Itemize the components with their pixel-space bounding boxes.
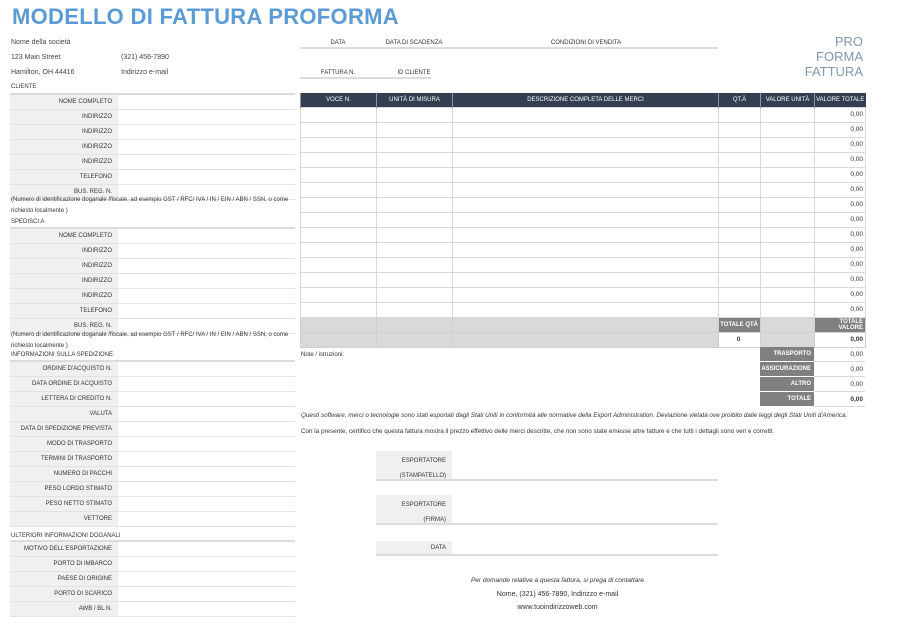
field-label: PESO LORDO STIMATO bbox=[10, 482, 118, 496]
form-row bbox=[10, 259, 295, 274]
cell[interactable] bbox=[719, 137, 761, 152]
cliente-form bbox=[10, 93, 295, 200]
field-input[interactable] bbox=[118, 110, 295, 124]
field-label: INDIRIZZO bbox=[10, 110, 118, 124]
cell[interactable] bbox=[761, 182, 815, 197]
form-row bbox=[10, 125, 295, 140]
cell[interactable] bbox=[453, 212, 719, 227]
header-divider-2 bbox=[300, 77, 431, 79]
col-valore-totale: VALORE TOTALE bbox=[815, 93, 866, 107]
field-label: VALUTA bbox=[10, 407, 118, 421]
total-value-label: TOTALE VALORE bbox=[815, 317, 866, 332]
certification-text: Con la presente, certifico che questa fattura mostra il prezzo effettivo delle merci descritte, che non sono state emesse altre fatture e che tutti i dettagli sono veri e corretti. bbox=[301, 428, 775, 435]
totals-row bbox=[301, 332, 866, 347]
field-label: PAESE DI ORIGINE bbox=[10, 572, 118, 586]
field-label: AWB / BL N. bbox=[10, 602, 118, 616]
page-title: MODELLO DI FATTURA PROFORMA bbox=[12, 4, 399, 29]
cell[interactable] bbox=[453, 197, 719, 212]
field-label: NUMERO DI PACCHI bbox=[10, 467, 118, 481]
insurance-value[interactable]: 0,00 bbox=[814, 362, 865, 377]
summary-panel bbox=[760, 347, 865, 407]
cell[interactable] bbox=[301, 107, 377, 122]
row-total: 0,00 bbox=[815, 242, 866, 257]
header-divider bbox=[300, 47, 718, 49]
field-input[interactable] bbox=[118, 155, 295, 169]
signature-label: (FIRMA) bbox=[423, 517, 446, 523]
cell[interactable] bbox=[719, 197, 761, 212]
cell[interactable] bbox=[377, 182, 453, 197]
field-input[interactable] bbox=[118, 557, 295, 571]
exporter-signature-field[interactable] bbox=[376, 495, 718, 525]
total-qty-label: TOTALE QTÀ bbox=[719, 317, 761, 332]
row-total: 0,00 bbox=[815, 137, 866, 152]
field-input[interactable] bbox=[118, 512, 295, 526]
field-input[interactable] bbox=[118, 392, 295, 406]
footer-contact-intro: Per domande relative a questa fattura, si prega di contattare bbox=[470, 577, 645, 584]
spedisci-heading: SPEDISCI A bbox=[11, 219, 45, 225]
cell[interactable] bbox=[301, 137, 377, 152]
form-row bbox=[10, 512, 295, 527]
company-city[interactable]: Hamilton, OH 44416 bbox=[11, 69, 75, 76]
date-field[interactable] bbox=[376, 541, 718, 556]
field-label: VETTORE bbox=[10, 512, 118, 526]
cell[interactable] bbox=[761, 287, 815, 302]
form-row bbox=[10, 602, 295, 617]
field-label: INDIRIZZO bbox=[10, 155, 118, 169]
cell[interactable] bbox=[301, 197, 377, 212]
form-row bbox=[10, 422, 295, 437]
table-row bbox=[301, 212, 866, 227]
sig-date-label: DATA bbox=[376, 541, 452, 554]
field-input[interactable] bbox=[118, 95, 295, 109]
row-total: 0,00 bbox=[815, 122, 866, 137]
form-row bbox=[10, 497, 295, 512]
form-row bbox=[10, 467, 295, 482]
cell[interactable] bbox=[377, 302, 453, 317]
cell[interactable] bbox=[301, 242, 377, 257]
col-valore-unita: VALORE UNITÀ bbox=[761, 93, 815, 107]
row-total: 0,00 bbox=[815, 107, 866, 122]
field-input[interactable] bbox=[118, 377, 295, 391]
cell[interactable] bbox=[377, 137, 453, 152]
form-row bbox=[10, 304, 295, 319]
cell[interactable] bbox=[301, 152, 377, 167]
company-street[interactable]: 123 Main Street bbox=[11, 54, 61, 61]
cell[interactable] bbox=[453, 227, 719, 242]
row-total: 0,00 bbox=[815, 287, 866, 302]
cell[interactable] bbox=[761, 302, 815, 317]
other-label: ALTRO bbox=[760, 377, 814, 392]
cell[interactable] bbox=[377, 152, 453, 167]
company-name[interactable]: Nome della società bbox=[11, 39, 71, 46]
cell[interactable] bbox=[761, 257, 815, 272]
form-row bbox=[10, 572, 295, 587]
table-row bbox=[301, 257, 866, 272]
field-label: PORTO DI SCARICO bbox=[10, 587, 118, 601]
exporter-label-2: ESPORTATORE bbox=[401, 502, 446, 508]
other-value[interactable]: 0,00 bbox=[814, 377, 865, 392]
field-input[interactable] bbox=[118, 542, 295, 556]
totals-label-row bbox=[301, 317, 866, 332]
cell[interactable] bbox=[453, 137, 719, 152]
cell[interactable] bbox=[377, 122, 453, 137]
table-row bbox=[301, 107, 866, 122]
cell[interactable] bbox=[377, 197, 453, 212]
cell[interactable] bbox=[377, 242, 453, 257]
spedizione-form bbox=[10, 360, 295, 527]
cell[interactable] bbox=[301, 182, 377, 197]
footer-contact: Nome, (321) 456-7890, Indirizzo e-mail bbox=[496, 591, 619, 598]
form-row bbox=[10, 452, 295, 467]
invoice-number-label: FATTURA N. bbox=[320, 70, 356, 76]
field-input[interactable] bbox=[118, 140, 295, 154]
table-row bbox=[301, 287, 866, 302]
cell[interactable] bbox=[719, 122, 761, 137]
cell[interactable] bbox=[719, 272, 761, 287]
export-disclaimer: Questi software, merci o tecnologie sono stati esportati dagli Stati Uniti in conformità alle normative della Export Administration. Deviazione vietata ove proibito dalle leggi degli Stati Uniti d'America. bbox=[301, 412, 848, 419]
cell[interactable] bbox=[377, 272, 453, 287]
cell[interactable] bbox=[301, 272, 377, 287]
cell[interactable] bbox=[453, 167, 719, 182]
pro-label: PRO bbox=[834, 34, 863, 49]
company-email[interactable]: Indirizzo e-mail bbox=[121, 69, 169, 76]
field-input[interactable] bbox=[118, 602, 295, 616]
grand-total-value: 0,00 bbox=[814, 392, 865, 407]
table-row bbox=[301, 227, 866, 242]
exporter-label: ESPORTATORE bbox=[401, 458, 446, 464]
field-label: LETTERA DI CREDITO N. bbox=[10, 392, 118, 406]
cell[interactable] bbox=[719, 107, 761, 122]
cell[interactable] bbox=[301, 287, 377, 302]
field-input[interactable] bbox=[118, 259, 295, 273]
field-input[interactable] bbox=[118, 422, 295, 436]
cell[interactable] bbox=[719, 167, 761, 182]
cell[interactable] bbox=[377, 287, 453, 302]
cell[interactable] bbox=[761, 212, 815, 227]
cell[interactable] bbox=[719, 182, 761, 197]
cell[interactable] bbox=[377, 227, 453, 242]
field-label: NOME COMPLETO bbox=[10, 229, 118, 243]
field-label: DATA DI SPEDIZIONE PREVISTA bbox=[10, 422, 118, 436]
forma-label: FORMA bbox=[816, 49, 863, 64]
cell[interactable] bbox=[453, 242, 719, 257]
cell[interactable] bbox=[719, 227, 761, 242]
row-total: 0,00 bbox=[815, 212, 866, 227]
table-row bbox=[301, 122, 866, 137]
table-row bbox=[301, 137, 866, 152]
row-total: 0,00 bbox=[815, 197, 866, 212]
cell[interactable] bbox=[761, 242, 815, 257]
form-row bbox=[10, 140, 295, 155]
date-label: DATA bbox=[330, 40, 346, 46]
print-label: (STAMPATELLO) bbox=[399, 473, 446, 479]
field-input[interactable] bbox=[118, 587, 295, 601]
cell[interactable] bbox=[301, 257, 377, 272]
form-row bbox=[10, 95, 295, 110]
shipping-label: TRASPORTO bbox=[760, 347, 814, 362]
doganali-heading: ULTERIORI INFORMAZIONI DOGANALI bbox=[11, 533, 121, 539]
cell[interactable] bbox=[761, 122, 815, 137]
cell[interactable] bbox=[719, 257, 761, 272]
field-label: BUS. REG. N. bbox=[10, 185, 118, 199]
field-input[interactable] bbox=[118, 497, 295, 511]
field-label: TERMINI DI TRASPORTO bbox=[10, 452, 118, 466]
field-input[interactable] bbox=[118, 467, 295, 481]
col-voce: VOCE N. bbox=[301, 93, 377, 107]
form-row bbox=[10, 587, 295, 602]
form-row bbox=[10, 289, 295, 304]
field-input[interactable] bbox=[118, 274, 295, 288]
company-phone[interactable]: (321) 456-7890 bbox=[121, 54, 169, 61]
field-label: BUS. REG. N. bbox=[10, 319, 118, 333]
cell[interactable] bbox=[377, 167, 453, 182]
col-qta: QT.À bbox=[719, 93, 761, 107]
cell[interactable] bbox=[453, 257, 719, 272]
form-row bbox=[10, 229, 295, 244]
field-input[interactable] bbox=[118, 407, 295, 421]
cell[interactable] bbox=[719, 302, 761, 317]
row-total: 0,00 bbox=[815, 182, 866, 197]
field-input[interactable] bbox=[118, 304, 295, 318]
cell[interactable] bbox=[761, 227, 815, 242]
notes-label: Note / istruzioni: bbox=[301, 352, 345, 358]
field-input[interactable] bbox=[118, 452, 295, 466]
cell[interactable] bbox=[453, 182, 719, 197]
field-input[interactable] bbox=[118, 437, 295, 451]
cell[interactable] bbox=[761, 272, 815, 287]
row-total: 0,00 bbox=[815, 257, 866, 272]
form-row bbox=[10, 377, 295, 392]
field-label: INDIRIZZO bbox=[10, 289, 118, 303]
cell[interactable] bbox=[761, 197, 815, 212]
cell[interactable] bbox=[453, 152, 719, 167]
cell[interactable] bbox=[719, 242, 761, 257]
field-label: DATA ORDINE DI ACQUISTO bbox=[10, 377, 118, 391]
table-row bbox=[301, 272, 866, 287]
insurance-label: ASSICURAZIONE bbox=[760, 362, 814, 377]
due-date-label: DATA DI SCADENZA bbox=[385, 40, 443, 46]
grand-total-label: TOTALE bbox=[760, 392, 814, 407]
field-label: INDIRIZZO bbox=[10, 140, 118, 154]
items-table bbox=[300, 93, 866, 348]
cell[interactable] bbox=[301, 212, 377, 227]
col-unita: UNITÀ DI MISURA bbox=[377, 93, 453, 107]
form-row bbox=[10, 155, 295, 170]
field-input[interactable] bbox=[118, 170, 295, 184]
terms-label: CONDIZIONI DI VENDITA bbox=[550, 40, 622, 46]
cliente-heading: CLIENTE bbox=[11, 84, 37, 90]
cell[interactable] bbox=[719, 152, 761, 167]
cell[interactable] bbox=[301, 122, 377, 137]
exporter-print-field[interactable] bbox=[376, 451, 718, 481]
table-row bbox=[301, 302, 866, 317]
row-total: 0,00 bbox=[815, 227, 866, 242]
cell[interactable] bbox=[377, 107, 453, 122]
spedisci-note: (Numero di identificazione doganale /fiscale, ad esempio GST / RFC/ IVA / IN / EIN / ABN / SSN, o come richiesto localmente ) bbox=[11, 332, 289, 349]
row-total: 0,00 bbox=[815, 152, 866, 167]
form-row bbox=[10, 274, 295, 289]
cell[interactable] bbox=[761, 137, 815, 152]
col-descrizione: DESCRIZIONE COMPLETA DELLE MERCI bbox=[453, 93, 719, 107]
cell[interactable] bbox=[377, 212, 453, 227]
client-id-label: ID CLIENTE bbox=[397, 70, 431, 76]
field-input[interactable] bbox=[118, 572, 295, 586]
field-label: PESO NETTO STIMATO bbox=[10, 497, 118, 511]
total-qty: 0 bbox=[719, 332, 761, 347]
field-input[interactable] bbox=[118, 362, 295, 376]
table-row bbox=[301, 182, 866, 197]
cell[interactable] bbox=[761, 107, 815, 122]
form-row bbox=[10, 392, 295, 407]
field-label: TELEFONO bbox=[10, 170, 118, 184]
cell[interactable] bbox=[453, 272, 719, 287]
row-total: 0,00 bbox=[815, 272, 866, 287]
field-label: INDIRIZZO bbox=[10, 244, 118, 258]
cell[interactable] bbox=[719, 287, 761, 302]
form-row bbox=[10, 362, 295, 377]
form-row bbox=[10, 244, 295, 259]
field-input[interactable] bbox=[118, 229, 295, 243]
row-total: 0,00 bbox=[815, 302, 866, 317]
cliente-note: (Numero di identificazione doganale /fiscale, ad esempio GST / RFC/ IVA / IN / EIN / ABN / SSN, o come richiesto localmente ) bbox=[11, 197, 289, 214]
cell[interactable] bbox=[301, 227, 377, 242]
shipping-value[interactable]: 0,00 bbox=[814, 347, 865, 362]
field-input[interactable] bbox=[118, 289, 295, 303]
field-label: MODO DI TRASPORTO bbox=[10, 437, 118, 451]
form-row bbox=[10, 170, 295, 185]
cell[interactable] bbox=[377, 257, 453, 272]
field-label: INDIRIZZO bbox=[10, 274, 118, 288]
cell[interactable] bbox=[453, 107, 719, 122]
fattura-label: FATTURA bbox=[804, 64, 863, 79]
cell[interactable] bbox=[761, 167, 815, 182]
form-row bbox=[10, 482, 295, 497]
cell[interactable] bbox=[453, 122, 719, 137]
field-label: INDIRIZZO bbox=[10, 259, 118, 273]
field-input[interactable] bbox=[118, 482, 295, 496]
form-row bbox=[10, 542, 295, 557]
table-row bbox=[301, 167, 866, 182]
table-row bbox=[301, 152, 866, 167]
table-row bbox=[301, 242, 866, 257]
cell[interactable] bbox=[301, 167, 377, 182]
field-label: MOTIVO DELL'ESPORTAZIONE bbox=[10, 542, 118, 556]
form-row bbox=[10, 110, 295, 125]
form-row bbox=[10, 437, 295, 452]
form-row bbox=[10, 407, 295, 422]
footer-website[interactable]: www.tuoindirizzoweb.com bbox=[517, 604, 598, 611]
spedizione-heading: INFORMAZIONI SULLA SPEDIZIONE bbox=[11, 352, 114, 358]
cell[interactable] bbox=[761, 152, 815, 167]
field-label: INDIRIZZO bbox=[10, 125, 118, 139]
field-label: PORTO DI IMBARCO bbox=[10, 557, 118, 571]
doganali-form bbox=[10, 540, 295, 617]
field-input[interactable] bbox=[118, 125, 295, 139]
table-row bbox=[301, 197, 866, 212]
field-label: TELEFONO bbox=[10, 304, 118, 318]
field-label: NOME COMPLETO bbox=[10, 95, 118, 109]
field-input[interactable] bbox=[118, 244, 295, 258]
cell[interactable] bbox=[453, 302, 719, 317]
row-total: 0,00 bbox=[815, 167, 866, 182]
field-label: ORDINE D'ACQUISTO N. bbox=[10, 362, 118, 376]
cell[interactable] bbox=[719, 212, 761, 227]
form-row bbox=[10, 557, 295, 572]
cell[interactable] bbox=[301, 302, 377, 317]
spedisci-form bbox=[10, 227, 295, 334]
total-value: 0,00 bbox=[815, 332, 866, 347]
cell[interactable] bbox=[453, 287, 719, 302]
